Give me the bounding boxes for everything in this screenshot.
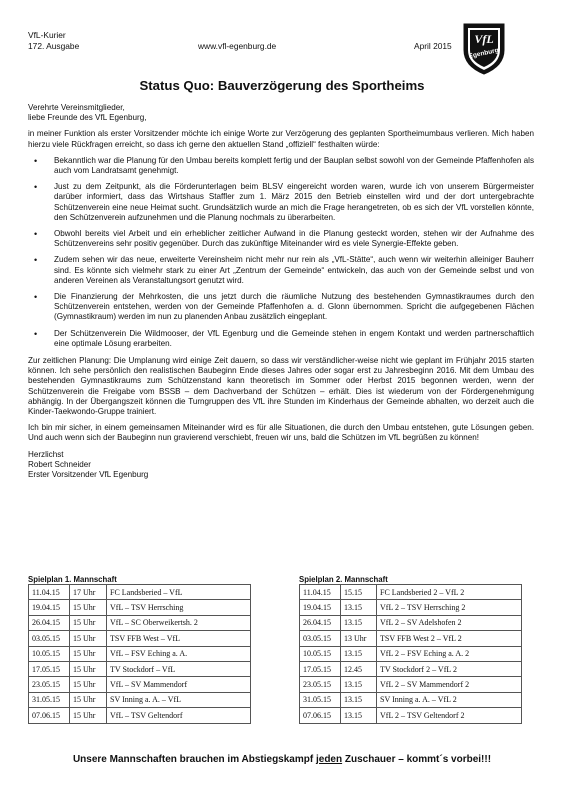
table-row [300,677,522,692]
match-time: 15 Uhr [70,631,107,646]
club-logo-icon [456,20,512,76]
status-list [28,156,534,349]
signature [28,450,534,481]
table-row [29,692,251,707]
list-item: • Der Schützenverein Die Wildmooser, der VfL Egenburg und die Gemeinde stehen in engem Kontakt und werden partnerschaftlich eine optimale Lösung erarbeiten. [54,329,534,349]
table-row [29,677,251,692]
match-fixture: VfL 2 – SV Adelshofen 2 [377,615,522,630]
newsletter-name: VfL-Kurier [28,30,66,40]
match-time: 15 Uhr [70,692,107,707]
match-date: 17.05.15 [29,661,70,676]
footer-emphasis: jeden [315,754,343,765]
table-row [29,646,251,661]
match-date: 07.06.15 [29,708,70,723]
match-fixture: VfL – SC Oberweikertsh. 2 [107,615,251,630]
match-time: 13.15 [341,692,377,707]
match-time: 15 Uhr [70,708,107,723]
match-time: 13 Uhr [341,631,377,646]
signature-salutation: Herzlichst [28,449,64,459]
match-fixture: TV Stockdorf – VfL [107,661,251,676]
greeting-line-1: Verehrte Vereinsmitglieder, [28,103,125,112]
match-fixture: FC Landsberied – VfL [107,585,251,600]
table-row [300,600,522,615]
page-header [28,30,468,51]
match-fixture: VfL 2 – TSV Geltendorf 2 [377,708,522,723]
match-date: 31.05.15 [300,692,341,707]
match-date: 11.04.15 [300,585,341,600]
table-row [300,661,522,676]
footer-text-before: Unsere Mannschaften brauchen im Abstiegskampf [72,754,316,765]
table-row [29,615,251,630]
match-fixture: VfL – SV Mammendorf [107,677,251,692]
table-row [29,708,251,723]
match-fixture: TSV FFB West – VfL [107,631,251,646]
table-row [29,661,251,676]
match-time: 13.15 [341,600,377,615]
schedule-2-title: Spielplan 2. Mannschaft [299,575,388,584]
schedule-2-table [299,584,522,724]
table-row [300,646,522,661]
match-fixture: VfL 2 – TSV Herrsching 2 [377,600,522,615]
match-date: 23.05.15 [300,677,341,692]
table-row [29,600,251,615]
match-fixture: FC Landsberied 2 – VfL 2 [377,585,522,600]
match-date: 31.05.15 [29,692,70,707]
match-fixture: VfL – TSV Herrsching [107,600,251,615]
issue-date: April 2015 [414,40,452,51]
footer-slogan [0,754,564,765]
list-item: • Just zu dem Zeitpunkt, als die Förderunterlagen beim BLSV eingereicht worden waren, wurde ich von unserem Bürgermeister darüber informiert, dass das Wirtshaus Staffler zum 1. März 2015 den Betrieb einstellen wird und der dort untergebrachte Schützenverein eine neue Heimat sucht. Grundsätzlich wurde an mich die Frage herangetreten, ob es sich der VfL vorstellen könnte, den Schützenverein aufzunehmen und die Planung nochmals zu überarbeiten. [54,182,534,223]
match-date: 26.04.15 [29,615,70,630]
page-title: Status Quo: Bauverzögerung des Sportheims [139,78,425,93]
match-time: 13.15 [341,708,377,723]
logo-initials: VfL [474,32,494,46]
match-date: 03.05.15 [29,631,70,646]
match-date: 23.05.15 [29,677,70,692]
signature-role: Erster Vorsitzender VfL Egenburg [28,470,149,480]
list-item: • Bekanntlich war die Planung für den Umbau bereits komplett fertig und der Bauplan selbst sowohl von der Gemeinde Pfaffenhofen als auch vom Landratsamt genehmigt. [54,156,534,176]
match-date: 03.05.15 [300,631,341,646]
letter-body [28,103,534,486]
schedule-1-title: Spielplan 1. Mannschaft [28,575,117,584]
schedule-1-body [29,585,251,724]
match-date: 11.04.15 [29,585,70,600]
match-time: 15 Uhr [70,677,107,692]
match-date: 26.04.15 [300,615,341,630]
website-url: www.vfl-egenburg.de [198,40,277,51]
match-time: 13.15 [341,677,377,692]
table-row [29,631,251,646]
table-row [300,585,522,600]
table-row [300,631,522,646]
match-date: 19.04.15 [300,600,341,615]
match-time: 17 Uhr [70,585,107,600]
match-time: 13.15 [341,615,377,630]
greeting [28,103,534,123]
match-time: 15.15 [341,585,377,600]
table-row [29,585,251,600]
match-fixture: SV Inning a. A. – VfL [107,692,251,707]
match-time: 15 Uhr [70,600,107,615]
list-item: • Zudem sehen wir das neue, erweiterte Vereinsheim nicht mehr nur rein als „VfL-Stätte“, auch wenn wir weiterhin alleiniger Bauherr sind. Es könnte sich vielmehr stark zu einer Art „Zentrum der Gemeinde“ entwickeln, das auch von der Gemeinde selbst und von anderen Vereinen als Veranstaltungsort genutzt wird. [54,255,534,286]
match-fixture: VfL 2 – SV Mammendorf 2 [377,677,522,692]
match-date: 17.05.15 [300,661,341,676]
intro-paragraph: in meiner Funktion als erster Vorsitzender möchte ich einige Worte zur Verzögerung des geplanten Sportheimumbaus verlieren. Mich haben hierzu viele Rückfragen erreicht, so dass ich gerne den aktuellen Stand „offiziell“ festhalten würde: [28,129,534,149]
table-row [300,692,522,707]
match-date: 10.05.15 [29,646,70,661]
match-date: 10.05.15 [300,646,341,661]
signature-name: Robert Schneider [28,459,91,469]
list-item: • Obwohl bereits viel Arbeit und ein erheblicher zeitlicher Aufwand in die Planung gesteckt worden, stehen wir der Aufnahme des Schützenvereins sehr positiv gegenüber. Durch das zukünftige Miteinander wird es viele Synergie-Effekte geben. [54,229,534,249]
match-time: 15 Uhr [70,615,107,630]
issue-number: 172. Ausgabe [28,40,80,51]
table-row [300,615,522,630]
match-date: 07.06.15 [300,708,341,723]
logo-club-name: Egenburg [468,46,500,61]
match-time: 15 Uhr [70,646,107,661]
match-fixture: TSV FFB West 2 – VfL 2 [377,631,522,646]
greeting-line-2: liebe Freunde des VfL Egenburg, [28,113,147,123]
schedule-1-table [28,584,251,724]
list-item: • Die Finanzierung der Mehrkosten, die uns jetzt durch die räumliche Nutzung des bestehenden Gymnastikraumes durch den Schützenverein entstehen, werden von der Gemeinde Pfaffenhofen a. d. Glonn übernommen. Spricht die aufgegebenen Flächen (Gymnastikraum) werden im nun zu planenden Anbau zusätzlich eingeplant. [54,292,534,323]
match-fixture: TV Stockdorf 2 – VfL 2 [377,661,522,676]
match-fixture: VfL – TSV Geltendorf [107,708,251,723]
match-date: 19.04.15 [29,600,70,615]
match-time: 15 Uhr [70,661,107,676]
schedule-2-body [300,585,522,724]
match-fixture: SV Inning a. A. – VfL 2 [377,692,522,707]
match-time: 13.15 [341,646,377,661]
match-time: 12.45 [341,661,377,676]
match-fixture: VfL 2 – FSV Eching a. A. 2 [377,646,522,661]
closing-paragraph: Ich bin mir sicher, in einem gemeinsamen Miteinander wird es für alle Situationen, die durch den Umbau entstehen, gute Lösungen geben. Und auch wenn sich der Baubeginn nun gravierend verschiebt, freuen wir uns, bald die Schützen im VfL begrüßen zu können! [28,423,534,443]
footer-text-after: Zuschauer – kommt´s vorbei!!! [342,754,492,765]
table-row [300,708,522,723]
match-fixture: VfL – FSV Eching a. A. [107,646,251,661]
planning-paragraph: Zur zeitlichen Planung: Die Umplanung wird einige Zeit dauern, so dass wir verständlicher-weise nicht wie geplant im Frühjahr 2015 starten können. Ich sehe persönlich den realistischen Baubeginn Ende dieses Jahres oder sogar erst zu Jahresbeginn 2016. Mit dem Umbau des bestehenden Gymnastikraums zum Schützenstand kann theoretisch im Sommer oder Herbst 2015 begonnen werden, wenn der Schützenverein die Freigabe vom BSSB – dem Dachverband der Schützen – erhält. Dies ist wiederum von der Fördergenehmigung abhängig. In der Übergangszeit können die Turngruppen des VfL ihre Stunden im Kinderhaus der Gemeinde abhalten, wo derzeit auch die Kinder-Taekwondo-Gruppe trainiert. [28,356,534,417]
